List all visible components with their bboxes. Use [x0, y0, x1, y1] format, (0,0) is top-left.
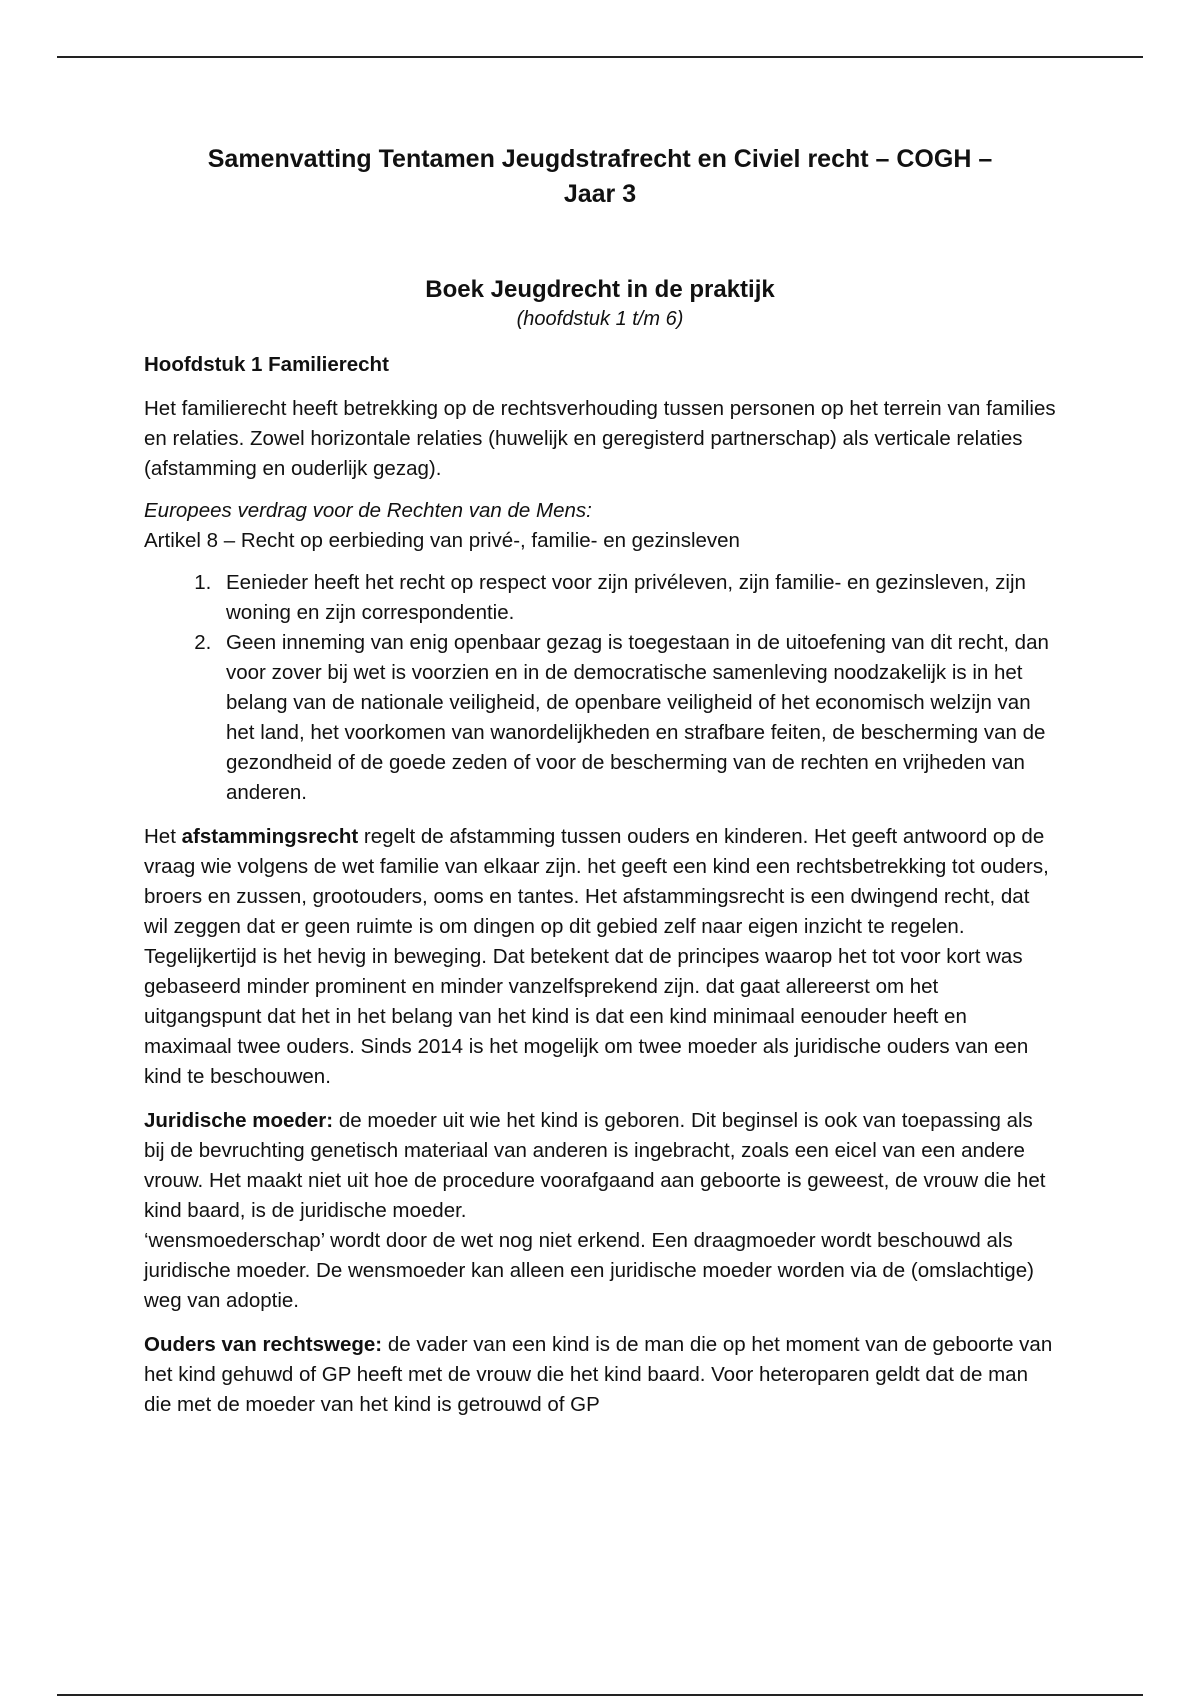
- afstamming-text: regelt de afstamming tussen ouders en kinderen. Het geeft antwoord op de vraag wie volgens de wet familie van elkaar zijn. het geeft een kind een rechtsbetrekking tot ouders, broers en zussen, grootouders, ooms en tantes. Het afstammingsrecht is een dwingend recht, dat wil zeggen dat er geen ruimte is om dingen op dit gebied zelf naar eigen inzicht te regelen. Tegelijkertijd is het hevig in beweging. Dat betekent dat de principes waarop het tot voor kort was gebaseerd minder prominent en minder vanzelfsprekend zijn. dat gaat allereerst om het uitgangspunt dat het in het belang van het kind is dat een kind minimaal eenouder heeft en maximaal twee ouders. Sinds 2014 is het mogelijk om twee moeder als juridische ouders van een kind te beschouwen.: [144, 825, 1049, 1088]
- afstamming-term: afstammingsrecht: [181, 825, 359, 848]
- article-heading: Artikel 8 – Recht op eerbieding van privé-, familie- en gezinsleven: [144, 529, 740, 552]
- juridische-moeder-text: de moeder uit wie het kind is geboren. Dit beginsel is ook van toepassing als bij de bevruchting genetisch materiaal van anderen is ingebracht, zoals een eicel van een andere vrouw. Het maakt niet uit hoe de procedure voorafgaand aan geboorte is geweest, de vrouw die het kind baard, is de juridische moeder.: [144, 1109, 1046, 1222]
- afstammingsrecht-paragraph: [144, 822, 1056, 1092]
- evrm-heading: Europees verdrag voor de Rechten van de Mens:: [144, 499, 592, 522]
- evrm-block: [144, 496, 1056, 556]
- ouders-rechtswege-term: Ouders van rechtswege:: [144, 1333, 383, 1356]
- afstamming-lead: Het: [144, 825, 182, 848]
- book-title: Boek Jeugdrecht in de praktijk: [425, 276, 775, 303]
- document-title-line-1: Samenvatting Tentamen Jeugdstrafrecht en Civiel recht – COGH –: [207, 145, 993, 173]
- bottom-divider: [57, 1694, 1143, 1696]
- list-item: 1. Eenieder heeft het recht op respect voor zijn privéleven, zijn familie- en gezinsleven, zijn woning en zijn correspondentie.: [217, 568, 1056, 628]
- juridische-moeder-paragraph: [144, 1106, 1056, 1316]
- document-title-line-2: Jaar 3: [563, 180, 637, 208]
- list-item: 2. Geen inneming van enig openbaar gezag is toegestaan in de uitoefening van dit recht, dan voor zover bij wet is voorzien en in de democratische samenleving noodzakelijk is in het belang van de nationale veiligheid, de openbare veiligheid of het economisch welzijn van het land, het voorkomen van wanordelijkheden en strafbare feiten, de bescherming van de gezondheid of de goede zeden of voor de bescherming van de rechten en vrijheden van anderen.: [217, 628, 1056, 808]
- document-title: [144, 142, 1056, 212]
- top-divider: [57, 56, 1143, 58]
- wensmoederschap-text: ‘wensmoederschap’ wordt door de wet nog niet erkend. Een draagmoeder wordt beschouwd als juridische moeder. De wensmoeder kan alleen een juridische moeder worden via de (omslachtige) weg van adoptie.: [144, 1229, 1034, 1312]
- juridische-moeder-term: Juridische moeder:: [144, 1109, 334, 1132]
- ouders-rechtswege-paragraph: [144, 1330, 1056, 1420]
- article-list: [144, 568, 1056, 808]
- document-body: [144, 142, 1056, 1420]
- intro-paragraph: Het familierecht heeft betrekking op de rechtsverhouding tussen personen op het terrein van families en relaties. Zowel horizontale relaties (huwelijk en geregisterd partnerschap) als verticale relaties (afstamming en ouderlijk gezag).: [144, 397, 1056, 480]
- chapter-heading: Hoofdstuk 1 Familierecht: [144, 353, 389, 376]
- ouders-rechtswege-text: de vader van een kind is de man die op het moment van de geboorte van het kind gehuwd of GP heeft met de vrouw die het kind baard. Voor heteroparen geldt dat de man die met de moeder van het kind is getrouwd of GP: [144, 1333, 1053, 1416]
- book-subtitle: (hoofdstuk 1 t/m 6): [516, 308, 684, 330]
